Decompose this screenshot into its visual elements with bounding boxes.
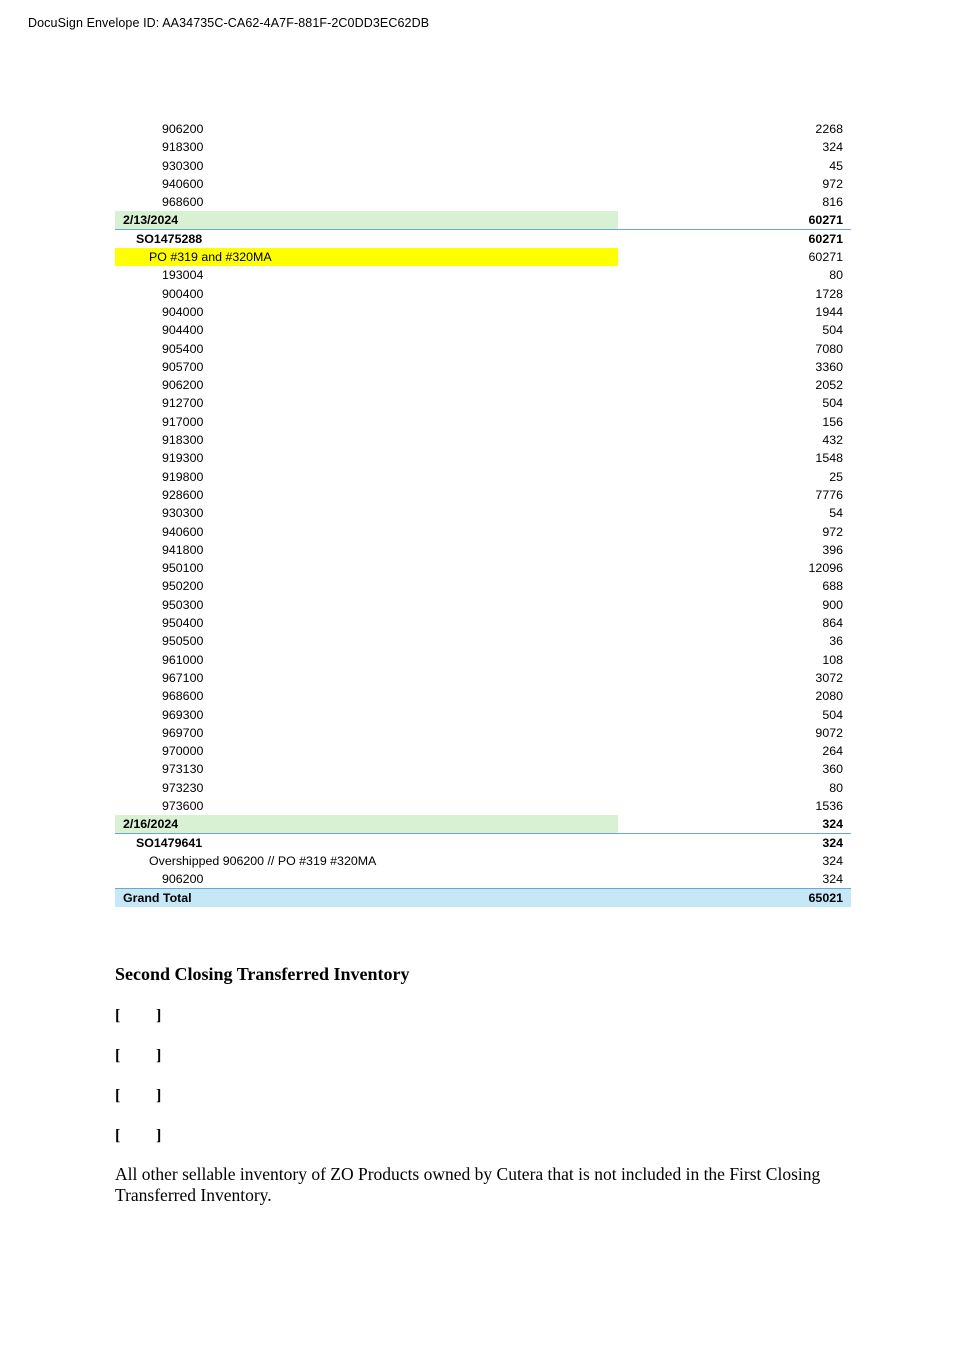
row-label: 968600 — [162, 195, 204, 210]
row-value: 2080 — [815, 689, 843, 704]
row-value: 45 — [829, 158, 843, 173]
row-value: 9072 — [815, 725, 843, 740]
bracket-close: ] — [156, 1047, 162, 1064]
row-label: 950200 — [162, 579, 204, 594]
row-value: 12096 — [808, 561, 843, 576]
row-value: 3360 — [815, 359, 843, 374]
table-row — [115, 175, 851, 193]
row-label: 906200 — [162, 378, 204, 393]
bracket-open: [ — [115, 1047, 121, 1064]
inventory-table — [115, 120, 851, 907]
row-value: 2268 — [815, 122, 843, 136]
row-label: 941800 — [162, 542, 204, 557]
table-row — [115, 651, 851, 669]
row-label: SO1475288 — [136, 231, 203, 246]
row-label: 900400 — [162, 286, 204, 301]
row-value: 816 — [822, 195, 843, 210]
table-row — [115, 266, 851, 284]
row-label: 918300 — [162, 433, 204, 448]
table-row — [115, 632, 851, 650]
row-label: 912700 — [162, 396, 204, 411]
table-row — [115, 779, 851, 797]
row-label: 973130 — [162, 762, 204, 777]
table-row — [115, 706, 851, 724]
row-label: 904400 — [162, 323, 204, 338]
row-value: 900 — [822, 597, 843, 612]
row-label: 2/16/2024 — [123, 817, 179, 832]
row-value: 36 — [829, 634, 843, 649]
table-row — [115, 413, 851, 431]
row-label: 950400 — [162, 616, 204, 631]
row-value: 396 — [822, 542, 843, 557]
row-value: 324 — [822, 140, 843, 155]
date-row-shade — [115, 815, 618, 832]
table-row — [115, 486, 851, 504]
row-value: 360 — [822, 762, 843, 777]
bracket-open: [ — [115, 1127, 121, 1144]
row-label: 905700 — [162, 359, 204, 374]
table-row — [115, 523, 851, 541]
row-value: 972 — [822, 176, 843, 191]
row-label: 919800 — [162, 469, 204, 484]
row-value: 7080 — [815, 341, 843, 356]
sales-order-row — [115, 230, 851, 248]
table-row — [115, 449, 851, 467]
row-value: 324 — [822, 835, 843, 850]
table-row — [115, 193, 851, 211]
row-label: PO #319 and #320MA — [149, 250, 272, 265]
row-label: 918300 — [162, 140, 204, 155]
table-row — [115, 120, 851, 138]
table-row — [115, 376, 851, 394]
row-label: 905400 — [162, 341, 204, 356]
row-value: 80 — [829, 268, 843, 283]
row-label: 930300 — [162, 158, 204, 173]
po-row — [115, 852, 851, 870]
table-row — [115, 468, 851, 486]
table-row — [115, 340, 851, 358]
grand-total-row — [115, 888, 851, 907]
table-row — [115, 596, 851, 614]
row-value: 60271 — [808, 231, 843, 246]
row-label: 917000 — [162, 414, 204, 429]
table-row — [115, 870, 851, 888]
bracket-close: ] — [156, 1127, 162, 1144]
table-row — [115, 724, 851, 742]
table-row — [115, 504, 851, 522]
row-label: 969300 — [162, 707, 204, 722]
row-label: 904000 — [162, 304, 204, 319]
row-label: 940600 — [162, 524, 204, 539]
sales-order-row — [115, 834, 851, 852]
row-value: 972 — [822, 524, 843, 539]
table-row — [115, 559, 851, 577]
table-row — [115, 797, 851, 815]
row-label: 970000 — [162, 744, 204, 759]
row-value: 156 — [822, 414, 843, 429]
row-value: 2052 — [815, 378, 843, 393]
bracket-close: ] — [156, 1087, 162, 1104]
row-value: 7776 — [815, 487, 843, 502]
row-label: 919300 — [162, 451, 204, 466]
row-value: 80 — [829, 780, 843, 795]
table-row — [115, 431, 851, 449]
row-value: 264 — [822, 744, 843, 759]
table-row — [115, 321, 851, 339]
grand-total-value: 65021 — [808, 891, 843, 906]
table-row — [115, 541, 851, 559]
row-label: 969700 — [162, 725, 204, 740]
table-row — [115, 614, 851, 632]
table-row — [115, 358, 851, 376]
row-value: 60271 — [808, 250, 843, 265]
row-label: 967100 — [162, 670, 204, 685]
row-label: Overshipped 906200 // PO #319 #320MA — [149, 853, 377, 868]
row-value: 688 — [822, 579, 843, 594]
table-row — [115, 742, 851, 760]
table-row — [115, 669, 851, 687]
table-row — [115, 285, 851, 303]
table-row — [115, 577, 851, 595]
row-value: 504 — [822, 323, 843, 338]
row-value: 324 — [822, 853, 843, 868]
row-label: 2/13/2024 — [123, 213, 179, 228]
row-value: 1944 — [815, 304, 843, 319]
row-value: 25 — [829, 469, 843, 484]
row-label: 950500 — [162, 634, 204, 649]
date-row — [115, 211, 851, 229]
bracket-open: [ — [115, 1007, 121, 1024]
row-value: 3072 — [815, 670, 843, 685]
row-label: 928600 — [162, 487, 204, 502]
row-label: 968600 — [162, 689, 204, 704]
row-value: 54 — [829, 506, 843, 521]
row-value: 108 — [822, 652, 843, 667]
bracket-open: [ — [115, 1087, 121, 1104]
bracket-close: ] — [156, 1007, 162, 1024]
row-value: 504 — [822, 396, 843, 411]
date-row — [115, 815, 851, 833]
table-row — [115, 157, 851, 175]
row-value: 1536 — [815, 798, 843, 813]
section-title: Second Closing Transferred Inventory — [115, 964, 410, 984]
table-row — [115, 687, 851, 705]
row-label: 193004 — [162, 268, 204, 283]
row-label: 906200 — [162, 872, 204, 887]
table-row — [115, 394, 851, 412]
table-row — [115, 760, 851, 778]
row-label: 940600 — [162, 176, 204, 191]
row-value: 1728 — [815, 286, 843, 301]
date-row-shade — [115, 211, 618, 228]
row-value: 1548 — [815, 451, 843, 466]
po-row — [115, 248, 851, 266]
row-value: 324 — [822, 817, 843, 832]
row-value: 864 — [822, 616, 843, 631]
row-label: 973230 — [162, 780, 204, 795]
row-label: SO1479641 — [136, 835, 203, 850]
table-row — [115, 138, 851, 156]
envelope-id: DocuSign Envelope ID: AA34735C-CA62-4A7F-881F-2C0DD3EC62DB — [28, 16, 430, 30]
row-label: 950300 — [162, 597, 204, 612]
row-label: 973600 — [162, 798, 204, 813]
grand-total-label: Grand Total — [123, 891, 192, 906]
row-label: 906200 — [162, 122, 204, 136]
row-label: 961000 — [162, 652, 204, 667]
table-row — [115, 303, 851, 321]
row-label: 950100 — [162, 561, 204, 576]
row-value: 60271 — [808, 213, 843, 228]
body-paragraph: All other sellable inventory of ZO Products owned by Cutera that is not included in the First Closing Transferred Inventory. — [115, 1164, 821, 1205]
row-value: 432 — [822, 433, 843, 448]
row-label: 930300 — [162, 506, 204, 521]
row-value: 504 — [822, 707, 843, 722]
row-value: 324 — [822, 872, 843, 887]
